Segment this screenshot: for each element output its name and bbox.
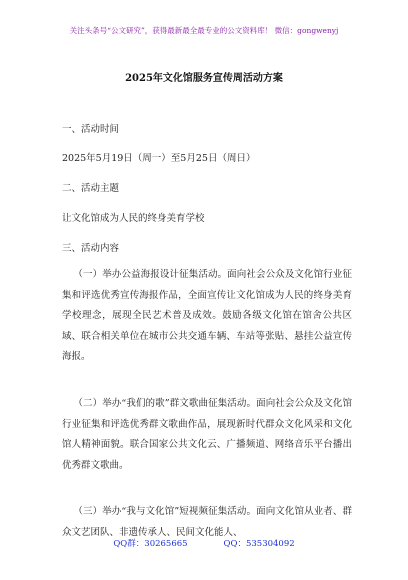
- footer-contact: [0, 537, 408, 549]
- section-heading-time: 一、活动时间: [62, 124, 120, 135]
- section-text-theme: 让文化馆成为人民的终身美育学校: [62, 213, 205, 224]
- section-heading-content: 三、活动内容: [62, 243, 120, 254]
- paragraph-song-contest: （二）举办“我们的歌”群文歌曲征集活动。面向社会公众及文化馆行业征集和评选优秀群文歌曲作品，展现新时代群众文化风采和文化馆人精神面貌。联合国家公共文化云、广播频道、网络音乐平台播出优秀群文歌曲。: [62, 398, 352, 471]
- paragraph-video-contest: （三）举办“我与文化馆”短视频征集活动。面向文化馆从业者、群众文艺团队、非遗传承人、民间文化能人、: [62, 506, 352, 538]
- paragraph-poster-contest: （一）举办公益海报设计征集活动。面向社会公众及文化馆行业征集和评选优秀宣传海报作品，全面宣传让文化馆成为人民的终身美育学校理念，展现全民艺术普及成效。鼓励各级文化馆在馆舍公共区域、联合相关单位在城市公共交通车辆、车站等张贴、悬挂公益宣传海报。: [62, 269, 352, 362]
- footer-qq-group: QQ群：30265665: [113, 539, 188, 549]
- footer-qq: QQ：535304092: [223, 539, 295, 549]
- section-heading-theme: 二、活动主题: [62, 183, 120, 194]
- document-title: 2025年文化馆服务宣传周活动方案: [125, 73, 283, 84]
- header-banner: 关注头条号“公文研究”，获得最新最全最专业的公文资料库！ 微信：gongwenyj: [69, 26, 339, 35]
- section-text-time: 2025年5月19日（周一）至5月25日（周日）: [62, 153, 256, 164]
